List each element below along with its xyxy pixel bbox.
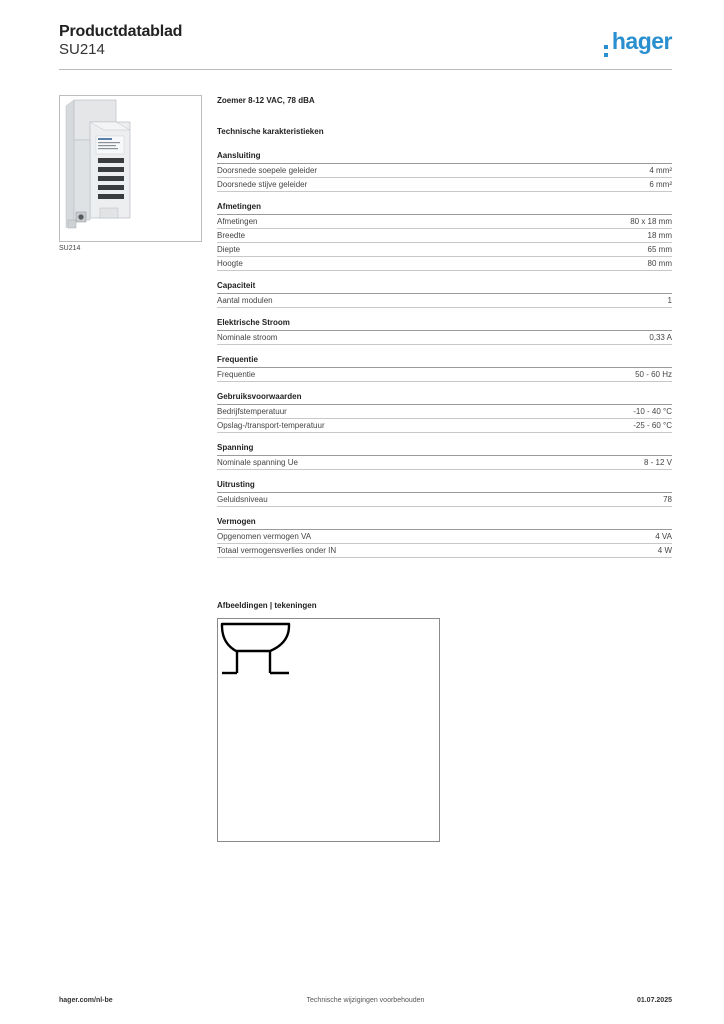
spec-group-title: Spanning — [217, 442, 672, 456]
spec-section — [217, 96, 672, 558]
spec-label: Nominale stroom — [217, 333, 278, 342]
spec-group — [217, 201, 672, 271]
spec-row — [217, 419, 672, 433]
spec-group-title: Frequentie — [217, 354, 672, 368]
spec-value: 18 mm — [647, 231, 672, 240]
spec-label: Opgenomen vermogen VA — [217, 532, 312, 541]
spec-group-title: Gebruiksvoorwaarden — [217, 391, 672, 405]
logo-text: hager — [611, 28, 672, 54]
spec-label: Aantal modulen — [217, 296, 273, 305]
drawings-title: Afbeeldingen | tekeningen — [217, 601, 317, 610]
spec-row — [217, 294, 672, 308]
spec-label: Doorsnede soepele geleider — [217, 166, 318, 175]
spec-row — [217, 243, 672, 257]
spec-label: Nominale spanning Ue — [217, 458, 298, 467]
spec-value: 6 mm² — [649, 180, 672, 189]
buzzer-symbol-icon — [218, 619, 439, 841]
drawing-box — [217, 618, 440, 842]
spec-group — [217, 479, 672, 507]
spec-value: -25 - 60 °C — [633, 421, 672, 430]
spec-label: Geluidsniveau — [217, 495, 268, 504]
spec-value: 80 mm — [647, 259, 672, 268]
spec-value: 65 mm — [647, 245, 672, 254]
spec-value: 0,33 A — [649, 333, 672, 342]
spec-label: Diepte — [217, 245, 241, 254]
spec-value: 4 W — [657, 546, 672, 555]
product-photo — [59, 95, 202, 242]
page-header — [59, 20, 672, 70]
tech-characteristics-title: Technische karakteristieken — [217, 127, 324, 136]
product-description: Zoemer 8-12 VAC, 78 dBA — [217, 96, 315, 105]
spec-group — [217, 354, 672, 382]
spec-label: Breedte — [217, 231, 246, 240]
spec-label: Bedrijfstemperatuur — [217, 407, 287, 416]
spec-row — [217, 229, 672, 243]
spec-group-title: Uitrusting — [217, 479, 672, 493]
spec-group-title: Capaciteit — [217, 280, 672, 294]
spec-group — [217, 442, 672, 470]
spec-row — [217, 493, 672, 507]
spec-group-title: Afmetingen — [217, 201, 672, 215]
din-rail-buzzer-image — [60, 96, 201, 241]
spec-value: -10 - 40 °C — [633, 407, 672, 416]
spec-value: 78 — [663, 495, 672, 504]
spec-group — [217, 280, 672, 308]
spec-value: 8 - 12 V — [643, 458, 672, 467]
spec-group-title: Aansluiting — [217, 150, 672, 164]
spec-group — [217, 150, 672, 192]
product-code: SU214 — [59, 41, 105, 58]
spec-row — [217, 164, 672, 178]
footer-website-link[interactable]: hager.com/nl-be — [59, 997, 113, 1004]
spec-group-title: Elektrische Stroom — [217, 317, 672, 331]
footer-date: 01.07.2025 — [636, 997, 672, 1004]
spec-row — [217, 215, 672, 229]
logo-colon-icon — [604, 45, 610, 57]
spec-label: Totaal vermogensverlies onder IN — [217, 546, 337, 555]
spec-group-title: Vermogen — [217, 516, 672, 530]
spec-value: 4 VA — [655, 532, 672, 541]
spec-value: 50 - 60 Hz — [635, 370, 672, 379]
spec-row — [217, 257, 672, 271]
spec-row — [217, 331, 672, 345]
header-divider — [59, 69, 672, 70]
spec-label: Afmetingen — [217, 217, 258, 226]
page-title: Productdatablad — [59, 23, 183, 40]
spec-value: 1 — [667, 296, 672, 305]
spec-row — [217, 456, 672, 470]
spec-row — [217, 544, 672, 558]
spec-groups — [217, 150, 672, 558]
spec-label: Hoogte — [217, 259, 243, 268]
spec-row — [217, 178, 672, 192]
spec-group — [217, 317, 672, 345]
spec-label: Frequentie — [217, 370, 256, 379]
spec-group — [217, 391, 672, 433]
hager-logo — [604, 28, 672, 57]
spec-row — [217, 405, 672, 419]
spec-group — [217, 516, 672, 558]
footer-disclaimer: Technische wijzigingen voorbehouden — [306, 997, 425, 1004]
spec-row — [217, 368, 672, 382]
image-caption: SU214 — [59, 245, 81, 252]
spec-label: Doorsnede stijve geleider — [217, 180, 308, 189]
page-footer — [59, 997, 672, 1009]
spec-row — [217, 530, 672, 544]
spec-value: 4 mm² — [649, 166, 672, 175]
spec-label: Opslag-/transport-temperatuur — [217, 421, 325, 430]
spec-value: 80 x 18 mm — [630, 217, 672, 226]
